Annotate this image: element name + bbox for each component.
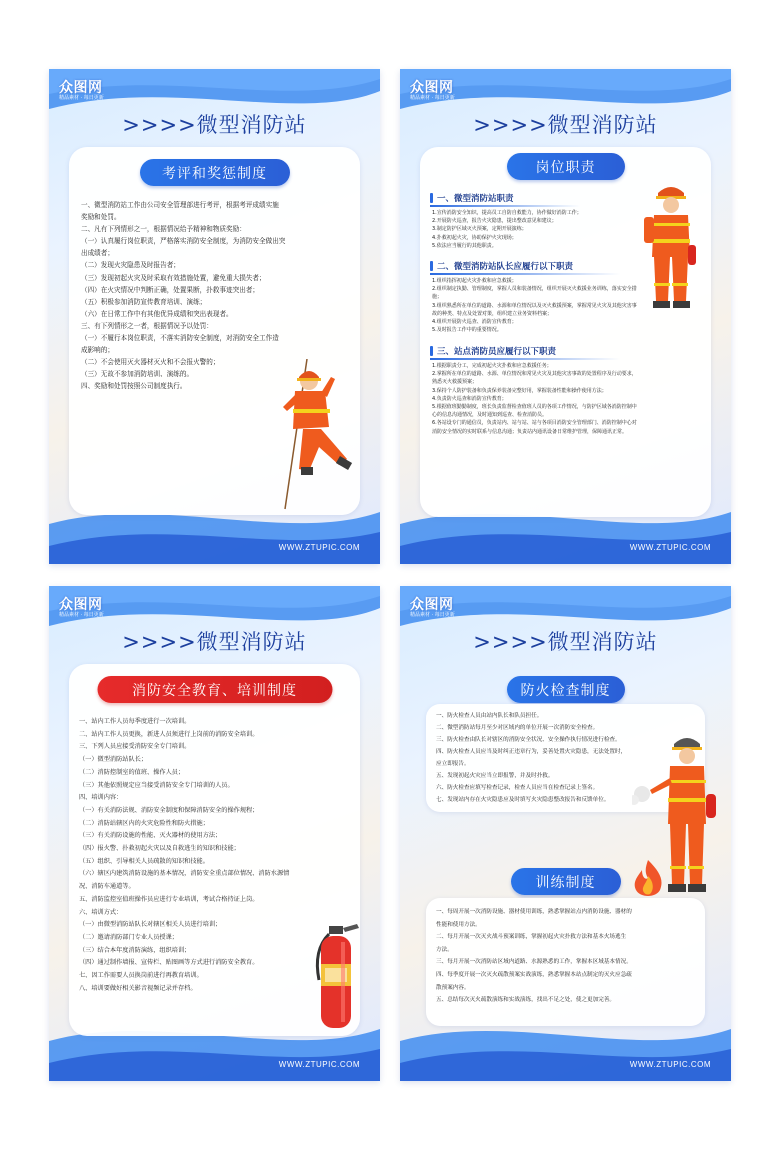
section-heading: 岗位职责 (507, 153, 625, 180)
logo-tagline: 精品素材 · 每日更新 (410, 95, 455, 101)
poster-evaluation (49, 69, 380, 564)
text-line: 消防安全情况的实时联系与信息沟通；负责站内通讯设备日常维护管理，保障通讯正常。 (432, 428, 628, 435)
text-line: （四）在火灾情况中判断正确，处置果断，扑救事迹突出者； (81, 285, 260, 294)
text-line: （一）认真履行岗位职责，严格落实消防安全制度，为消防安全做出突 (81, 237, 286, 246)
logo-tagline: 精品素材 · 每日更新 (59, 612, 104, 618)
logo-text: 众图网 (410, 596, 454, 612)
logo-tagline: 精品素材 · 每日更新 (410, 612, 455, 618)
inspection-rules-list (436, 710, 626, 806)
section-heading: 防火检查制度 (507, 676, 625, 703)
text-line: 奖励和处罚。 (81, 213, 121, 222)
rules-list (81, 199, 285, 393)
text-line: 故的种类、特点及处置对策，组织建立业务资料档案； (432, 310, 553, 317)
text-line: （二）邀请消防部门专业人员授课； (79, 933, 178, 941)
text-line: 一、站内工作人员每季度进行一次培训。 (79, 718, 191, 725)
text-line: 三、防火检查由队长对辖区的消防安全状况、安全操作执行情况进行检查。 (436, 737, 621, 743)
text-line: 六、培训方式： (79, 908, 123, 916)
text-line: （五）积极参加消防宣传教育培训、演练； (81, 297, 207, 306)
training-card (426, 898, 705, 1026)
subsection-heading-text: 一、微型消防站职责 (437, 194, 514, 204)
duty-list (432, 277, 637, 334)
subsection-heading (430, 259, 573, 273)
text-line: 五、发现初起火灾应当立即报警，并及时扑救。 (436, 773, 554, 779)
text-line: 三、有下列情形之一者，根据情况予以处罚： (81, 321, 213, 330)
text-line: 3.保持个人防护装备和负责保养装备完整好用，掌握装备性能和操作使用方法； (432, 387, 607, 394)
text-line: 二、站内工作人员更换，新进人员须进行上岗前的消防安全培训。 (79, 730, 259, 738)
text-line: 一、微型消防站工作由公司安全管理部进行考评，根据考评成绩实施 (81, 201, 279, 209)
text-line: 2.开展防火巡查，报告火灾隐患，提出整改意见和建议； (432, 218, 557, 225)
text-line: 4.负责防火巡查和消防宣传教育； (432, 395, 507, 402)
heading-bar (430, 346, 433, 356)
text-line: 二、每月开展一次灭火战斗预案训练，掌握初起火灾扑救方法和基本火场逃生 (436, 934, 627, 941)
text-line: 5.依法应当履行的其他职责。 (432, 242, 497, 249)
text-line: 熟悉灭火救援预案； (432, 379, 478, 386)
fire-extinguisher-illustration (307, 920, 363, 1032)
text-line: 心的信息沟通情况，及时通知到巡查、检查消防员。 (432, 412, 548, 419)
brand-logo (59, 594, 129, 620)
text-line: 二、凡有下列情形之一，根据情况给予精神和物质奖励： (81, 225, 246, 234)
text-line: （六）在日常工作中有其他优异成绩和突出表现者。 (81, 309, 233, 318)
subsection-heading-text: 三、站点消防员应履行以下职责 (437, 347, 557, 357)
logo-text: 众图网 (410, 79, 454, 95)
footer-url: WWW.ZTUPIC.COM (629, 543, 711, 552)
text-line: （三）其他依照规定应当接受消防安全专门培训的人员。 (79, 781, 234, 789)
text-line: 性能和使用方法。 (436, 921, 481, 928)
subsection-heading (430, 344, 556, 358)
text-line: （二）消防控制室的值班、操作人员； (79, 768, 185, 776)
poster-training-education (49, 586, 380, 1081)
poster-title: >>>>微型消防站 (473, 113, 658, 137)
brand-logo (410, 594, 480, 620)
text-line: （二）不会使用灭火器材灭火和不会报火警的； (81, 358, 220, 367)
text-line: 5.及时报告工作中的重要情况。 (432, 327, 502, 334)
text-line: （三）无故不参加消防培训、演练的。 (81, 370, 194, 379)
text-line: 2.掌握所在单位的道路、水源、单位情况和常见火灾及其他灾害事故的处置程序及行动要求， (432, 371, 637, 378)
heading-underline (430, 358, 620, 360)
footer-url: WWW.ZTUPIC.COM (278, 543, 360, 552)
poster-title: >>>>微型消防站 (122, 113, 307, 137)
heading-bar (430, 193, 433, 203)
text-line: 5.根据值班勤勤制度，班长负责监督检查值班人员的各项工作情况，与防护区域各消防控制中 (432, 404, 637, 411)
text-line: 五、总结每次灭火疏散演练和实战演练，找出不足之处，使之更加完善。 (436, 997, 616, 1004)
text-line: 六、防火检查应填写检查记录，检查人员应当在检查记录上签名。 (436, 785, 599, 791)
brand-logo (410, 77, 480, 103)
text-line: 应立即报告。 (436, 761, 470, 767)
text-line: 3.组织熟悉所在单位的道路、水源和单位情况以及灭火救援预案，掌握常见火灾及其他灾害事 (432, 302, 637, 309)
text-line: 成影响的； (81, 346, 114, 355)
text-line: 施； (432, 294, 443, 301)
text-line: 四、奖励和处罚按照公司制度执行。 (81, 382, 187, 391)
heading-underline (430, 273, 620, 275)
text-line: 1.组织指挥初起火灾扑救和应急救援； (432, 278, 517, 284)
content-card (69, 147, 360, 515)
footer-url: WWW.ZTUPIC.COM (629, 1060, 711, 1069)
text-line: 三、每月开展一次消防站区域内道路、水源熟悉的工作，掌握本区域基本情况。 (436, 959, 632, 966)
text-line: （一）由微型消防站队长对辖区相关人员进行培训； (79, 921, 222, 929)
section-heading: 消防安全教育、培训制度 (97, 676, 332, 703)
duty-list (432, 209, 582, 250)
text-line: （四）通过制作墙报、宣传栏、贴图画等方式进行消防安全教育。 (79, 959, 259, 967)
text-line: 4.组织开展防火巡查、消防宣传教育； (432, 319, 517, 326)
text-line: （一）不履行本岗位职责，不落实消防安全制度，对消防安全工作造 (81, 334, 279, 343)
text-line: （二）消防站辖区内的火灾危险性和防火措施； (79, 819, 209, 827)
text-line: 2.组织制定执勤、管理制度，掌握人员和装备情况，组织开展灭火救援业务训练，落实安全措 (432, 286, 637, 293)
flame-icon (630, 858, 666, 898)
text-line: 二、微型消防站每月至少对区域内的单位开展一次消防安全检查。 (436, 725, 599, 731)
poster-duties (400, 69, 731, 564)
text-line: 五、消防监控室值班操作员应进行专业培训，考试合格持证上岗。 (79, 895, 259, 903)
text-line: 散预案内容。 (436, 984, 470, 991)
text-line: 况、消防车通道等。 (79, 883, 135, 891)
footer-url: WWW.ZTUPIC.COM (278, 1060, 360, 1069)
text-line: （六）辖区内建筑消防设施的基本情况，消防安全重点部位情况、消防水源情 (79, 870, 290, 878)
text-line: 4.扑救初起火灾，协助保护火灾现场； (432, 234, 517, 241)
subsection-heading (430, 191, 514, 205)
text-line: 四、防火检查人员应当及时纠正违章行为，妥善处置火灾隐患，无法处置时， (436, 749, 627, 755)
text-line: 方法。 (436, 946, 453, 953)
text-line: 出成绩者； (81, 249, 114, 258)
text-line: 6.各站设专门的通信员，负责站内、站与站、站与各项目消防安全管理部门、消防控制中心对 (432, 420, 637, 427)
section-heading: 训练制度 (511, 868, 621, 895)
text-line: 七、发现站内存在火灾隐患应及时填写火灾隐患整改报告和反馈单位。 (436, 797, 610, 803)
text-line: （二）发现火灾隐患及时报告者； (81, 261, 180, 270)
logo-text: 众图网 (59, 596, 103, 612)
text-line: 1.宣传消防安全知识，提高员工自防自救能力，协作做好消防工作； (432, 210, 582, 216)
text-line: （四）报火警、扑救初起火灾以及自救逃生的知识和技能； (79, 845, 240, 853)
standing-firefighter-illustration (642, 183, 700, 311)
heading-bar (430, 261, 433, 271)
text-line: 七、因工作需要人员换岗前进行再教育培训。 (79, 972, 203, 980)
text-line: （三）有关消防设施的性能、灭火器材的使用方法； (79, 832, 222, 840)
text-line: （三）发现初起火灾及时采取有效措施处置，避免重大损失者； (81, 273, 266, 282)
text-line: 四、培训内容： (79, 794, 123, 802)
text-line: 一、每周开展一次消防设施、器材使用训练，熟悉掌握站点内消防设施、器材的 (436, 909, 632, 915)
training-rules-list (79, 716, 289, 995)
text-line: 三、下列人员应接受消防安全专门培训。 (79, 743, 191, 751)
text-line: 四、每季度开展一次灭火疏散预案实战演练，熟悉掌握本站点制定的灭火应急疏 (436, 971, 632, 978)
logo-tagline: 精品素材 · 每日更新 (59, 95, 104, 101)
content-card (69, 664, 360, 1036)
brand-logo (59, 77, 129, 103)
text-line: 3.制定防护区域灭火预案，定期开展演练； (432, 226, 527, 233)
text-line: 一、防火检查人员由站内队长和队员担任。 (436, 713, 543, 719)
text-line: （五）组织、引导相关人员疏散的知识和技能。 (79, 857, 209, 865)
poster-title: >>>>微型消防站 (122, 630, 307, 654)
logo-text: 众图网 (59, 79, 103, 95)
text-line: 1.根据职责分工，完成初起火灾扑救和应急救援任务； (432, 363, 552, 369)
heading-underline (430, 205, 580, 207)
text-line: （一）有关消防法规、消防安全制度和保障消防安全的操作规程； (79, 806, 259, 814)
section-heading: 考评和奖惩制度 (140, 159, 290, 186)
climbing-firefighter-illustration (259, 359, 359, 511)
subsection-heading-text: 二、微型消防站队长应履行以下职责 (437, 262, 574, 272)
content-card (420, 147, 711, 517)
poster-inspection-training (400, 586, 731, 1081)
duty-list (432, 362, 637, 436)
text-line: 八、培训要做好相关影音视频记录并存档。 (79, 984, 197, 992)
training-rules-list (436, 906, 632, 1007)
text-line: （三）结合本年度消防演练，组织培训； (79, 946, 191, 954)
poster-title: >>>>微型消防站 (473, 630, 658, 654)
text-line: （一）微型消防站队长； (79, 756, 148, 764)
